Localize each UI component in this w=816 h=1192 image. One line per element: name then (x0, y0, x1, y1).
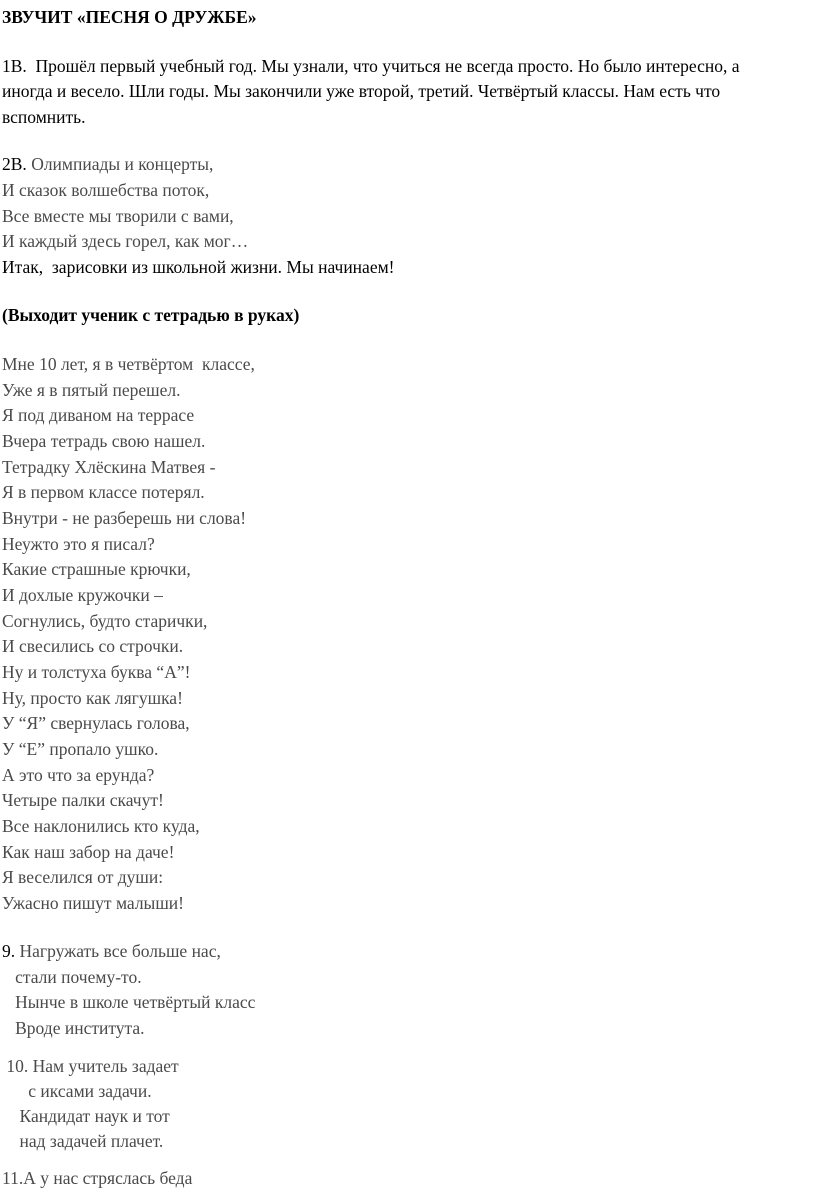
part10-line: над задачей плачет. (2, 1131, 164, 1151)
part2-text: Олимпиады и концерты, (26, 154, 214, 174)
poem-line: Как наш забор на даче! (2, 842, 175, 862)
poem-line: Ужасно пишут малыши! (2, 893, 184, 913)
intro-line: иногда и весело. Шли годы. Мы закончили уже второй, третий. Четвёртый классы. Нам есть что (2, 81, 721, 101)
poem-line: У “Я” свернулась голова, (2, 713, 190, 733)
poem-line: Какие страшные крючки, (2, 559, 191, 579)
poem-line: У “Е” пропало ушко. (2, 739, 159, 759)
document-title: ЗВУЧИТ «ПЕСНЯ О ДРУЖБЕ» (2, 7, 257, 27)
part2-speaker: 2В. (2, 154, 27, 174)
part2-line (2, 153, 213, 175)
part9-text: Нагружать все больше нас, (15, 941, 221, 961)
poem-line: И свесились со строчки. (2, 636, 184, 656)
poem-line: Неужто это я писал? (2, 534, 155, 554)
poem-line: Четыре палки скачут! (2, 790, 164, 810)
part9-line: Вроде института. (2, 1018, 145, 1038)
part10-line: Кандидат наук и тот (2, 1106, 170, 1126)
poem-line: Я под диваном на террасе (2, 405, 195, 425)
stage-direction: (Выходит ученик с тетрадью в руках) (2, 305, 300, 325)
poem-line: Согнулись, будто старички, (2, 611, 208, 631)
part2-line: Итак, зарисовки из школьной жизни. Мы начинаем! (2, 257, 395, 277)
poem-line: И дохлые кружочки – (2, 585, 163, 605)
poem-line: Мне 10 лет, я в четвёртом классе, (2, 354, 255, 374)
part9-speaker: 9. (2, 941, 16, 961)
poem-line: Тетрадку Хлёскина Матвея - (2, 457, 216, 477)
poem-line: Все наклонились кто куда, (2, 816, 200, 836)
intro-line: 1В. Прошёл первый учебный год. Мы узнали, что учиться не всегда просто. Но было интересно, а (2, 56, 740, 76)
part2-line: И каждый здесь горел, как мог… (2, 231, 249, 251)
intro-line: вспомнить. (2, 107, 86, 127)
part9-line: Нынче в школе четвёртый класс (2, 992, 256, 1012)
part9-line (2, 940, 221, 962)
poem-line: Внутри - не разберешь ни слова! (2, 508, 247, 528)
part10-line: 10. Нам учитель задает (2, 1056, 179, 1076)
poem-line: Я веселился от души: (2, 867, 164, 887)
poem-line: Уже я в пятый перешел. (2, 380, 181, 400)
part9-line: стали почему-то. (2, 967, 142, 987)
poem-line: Ну и толстуха буква “А”! (2, 662, 191, 682)
part10-line: с иксами задачи. (2, 1081, 152, 1101)
poem-line: Я в первом классе потерял. (2, 482, 205, 502)
poem-line: Вчера тетрадь свою нашел. (2, 431, 206, 451)
poem-line: А это что за ерунда? (2, 765, 155, 785)
part11-line: 11.А у нас стряслась беда (2, 1168, 193, 1188)
poem-line: Ну, просто как лягушка! (2, 688, 183, 708)
part2-line: Все вместе мы творили с вами, (2, 206, 234, 226)
part2-line: И сказок волшебства поток, (2, 180, 210, 200)
